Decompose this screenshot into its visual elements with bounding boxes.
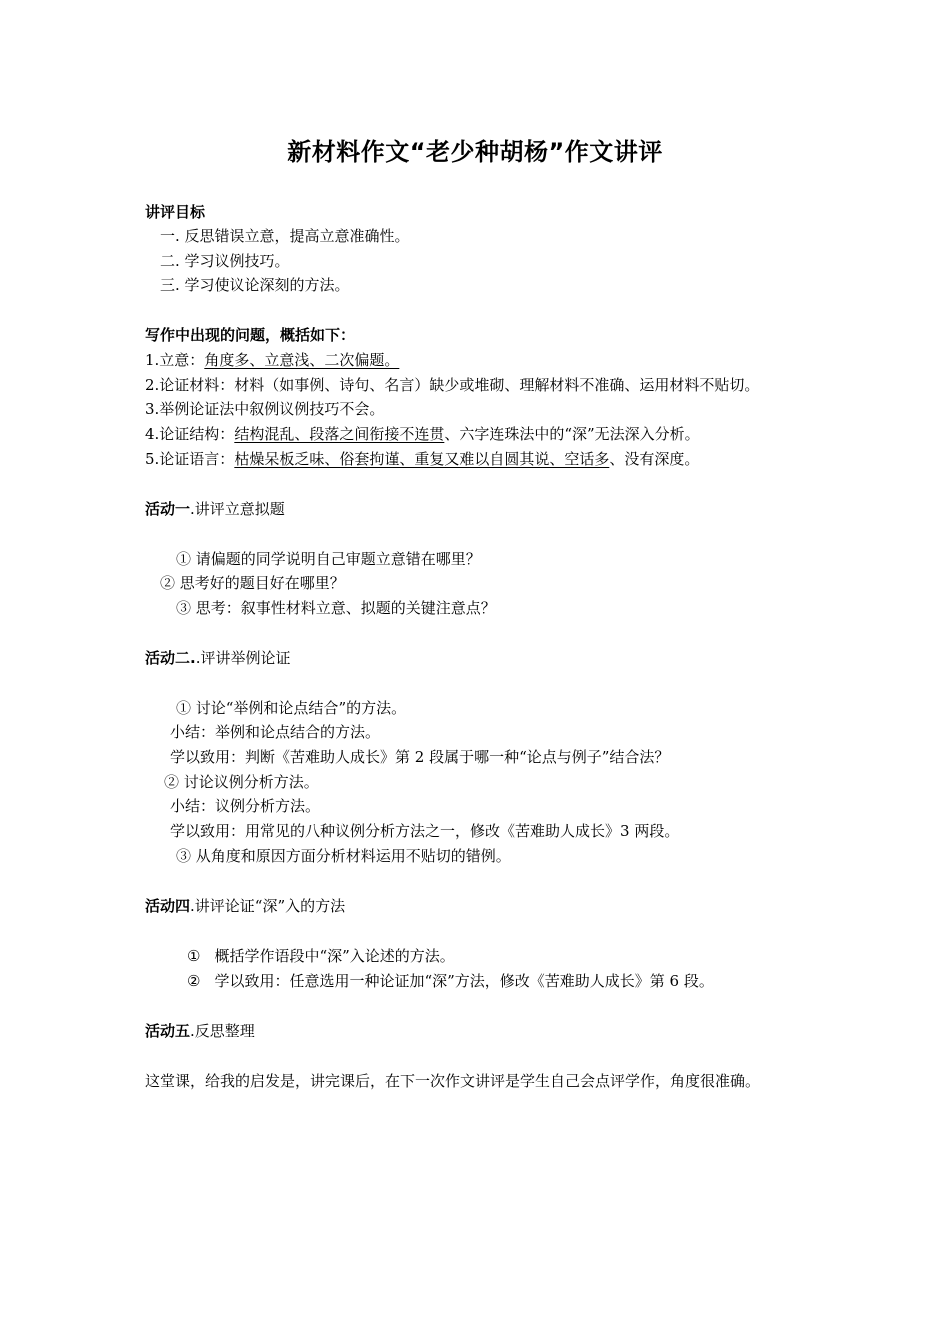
activity-5-label: 活动五 <box>145 1022 191 1040</box>
problem-3: 3.举例论证法中叙例议例技巧不会。 <box>145 400 385 418</box>
activity-2-line: ① 讨论“举例和论点结合”的方法。 <box>176 699 407 717</box>
goal-item: 二. 学习议例技巧。 <box>160 252 290 270</box>
activity-4-item <box>187 945 455 967</box>
problem-1-underlined: 角度多、立意浅、二次偏题。 <box>204 351 400 369</box>
activity-4-item-number: ② <box>187 972 201 990</box>
document-title: 新材料作文“老少种胡杨”作文讲评 <box>287 138 663 166</box>
goal-item: 三. 学习使议论深刻的方法。 <box>160 276 350 294</box>
activity-5-heading <box>145 1020 255 1042</box>
problem-5-prefix: 5.论证语言： <box>145 450 235 468</box>
problem-5-underlined: 枯燥呆板乏味、俗套拘谨、重复又难以自圆其说、空话多 <box>234 450 610 468</box>
problem-4-rest: 、六字连珠法中的“深”无法深入分析。 <box>444 425 700 443</box>
activity-1-item: ② 思考好的题目好在哪里？ <box>160 574 345 592</box>
activity-2-label: 活动二. <box>145 649 196 667</box>
activity-2-line: 学以致用：用常见的八种议例分析方法之一，修改《苦难助人成长》3 两段。 <box>170 822 680 840</box>
activity-4-heading <box>145 895 345 917</box>
activity-1-title: .讲评立意拟题 <box>190 500 285 518</box>
problem-4 <box>145 423 700 445</box>
activity-4-item-text: 概括学作语段中“深”入论述的方法。 <box>214 947 455 965</box>
activity-1-heading <box>145 498 285 520</box>
problems-heading: 写作中出现的问题，概括如下： <box>145 326 356 344</box>
activity-2-line: ② 讨论议例分析方法。 <box>164 773 319 791</box>
activity-1-label: 活动一 <box>145 500 191 518</box>
activity-1-item: ① 请偏题的同学说明自己审题立意错在哪里？ <box>176 550 481 568</box>
activity-2-line: 小结：议例分析方法。 <box>170 797 321 815</box>
activity-2-line: 小结：举例和论点结合的方法。 <box>170 723 381 741</box>
activity-4-item <box>187 970 714 992</box>
reflection-paragraph: 这堂课，给我的启发是，讲完课后，在下一次作文讲评是学生自己会点评学作，角度很准确。 <box>145 1072 761 1090</box>
activity-2-line: ③ 从角度和原因方面分析材料运用不贴切的错例。 <box>176 847 511 865</box>
goal-item: 一. 反思错误立意，提高立意准确性。 <box>160 227 410 245</box>
problem-1-prefix: 1.立意： <box>145 351 205 369</box>
activity-2-heading <box>145 647 290 669</box>
goals-heading: 讲评目标 <box>145 203 206 221</box>
activity-4-item-number: ① <box>187 947 201 965</box>
activity-4-label: 活动四 <box>145 897 191 915</box>
problem-5 <box>145 448 699 470</box>
problem-2: 2.论证材料：材料（如事例、诗句、名言）缺少或堆砌、理解材料不准确、运用材料不贴切。 <box>145 376 760 394</box>
activity-4-title: .讲评论证“深”入的方法 <box>190 897 346 915</box>
activity-4-item-text: 学以致用：任意选用一种论证加“深”方法，修改《苦难助人成长》第 6 段。 <box>214 972 714 990</box>
problem-5-rest: 、没有深度。 <box>609 450 700 468</box>
activity-2-title: .评讲举例论证 <box>195 649 291 667</box>
activity-2-line: 学以致用：判断《苦难助人成长》第 2 段属于哪一种“论点与例子”结合法？ <box>170 748 670 766</box>
problem-4-underlined: 结构混乱、段落之间衔接不连贯 <box>234 425 445 443</box>
activity-5-title: .反思整理 <box>190 1022 255 1040</box>
problem-1 <box>145 349 399 371</box>
activity-1-item: ③ 思考：叙事性材料立意、拟题的关键注意点？ <box>176 599 496 617</box>
problem-4-prefix: 4.论证结构： <box>145 425 235 443</box>
